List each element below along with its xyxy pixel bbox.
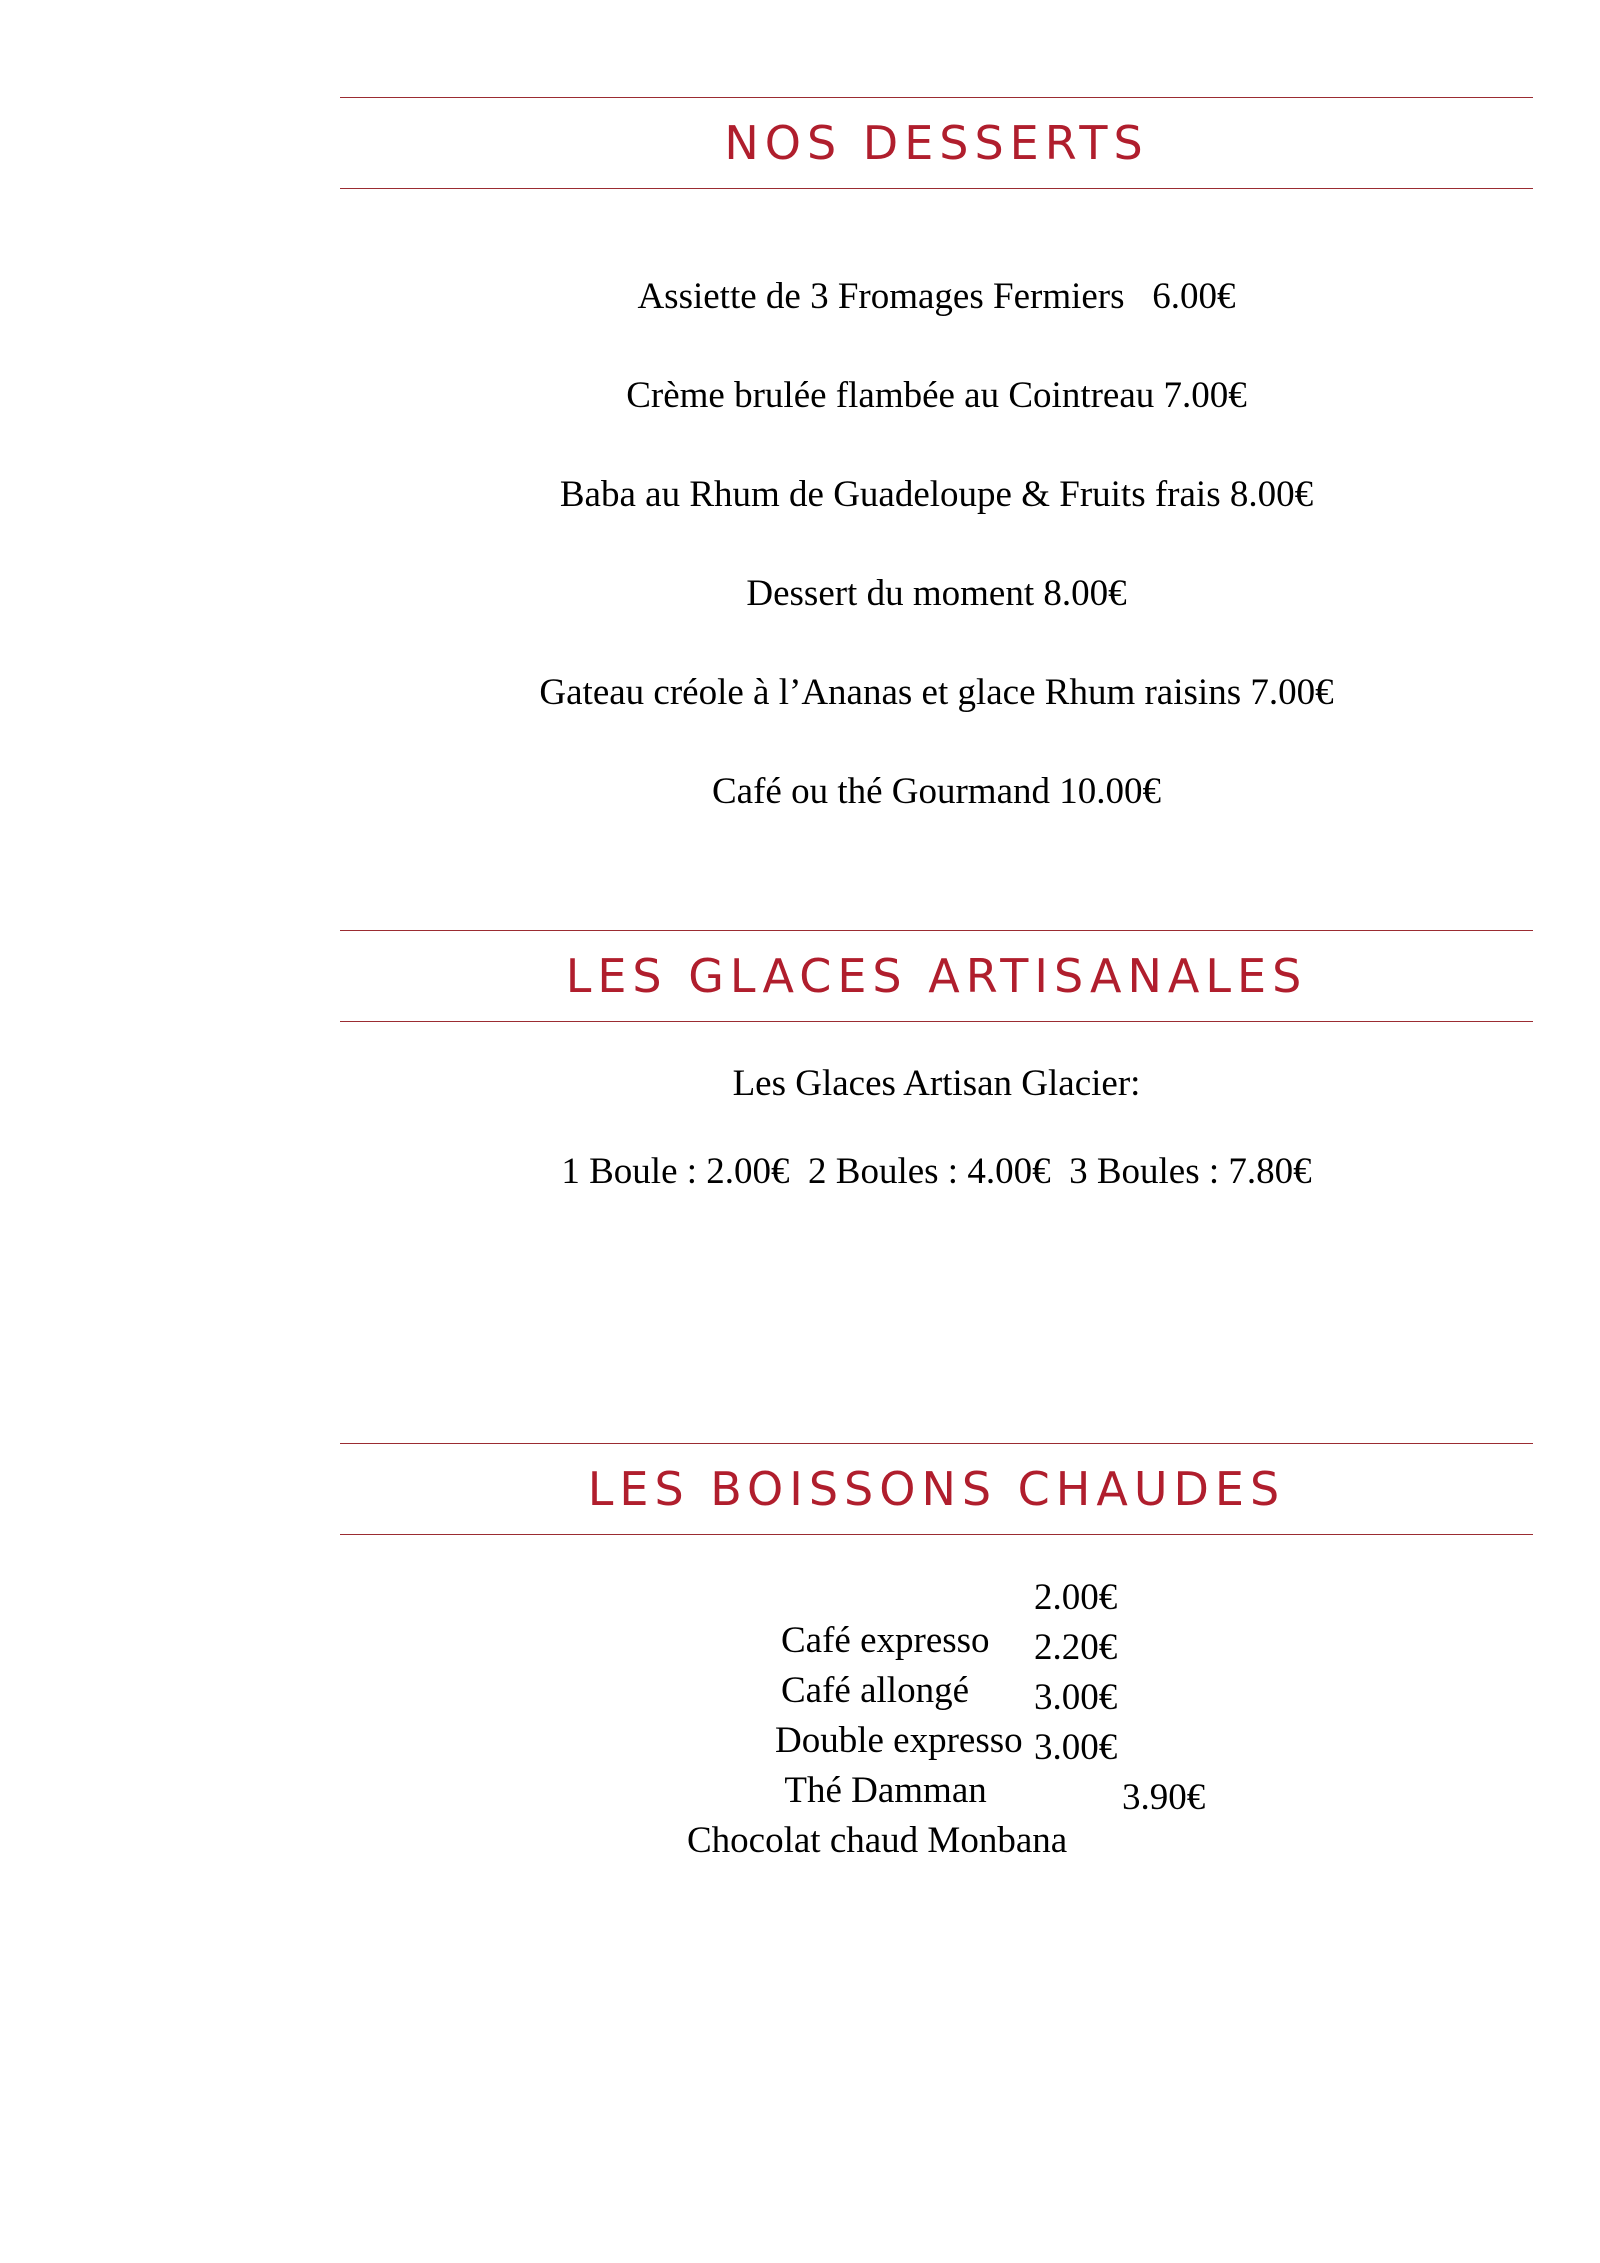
drink-item [650, 1776, 1206, 1948]
section-glaces [340, 930, 1533, 1192]
drink-price: 2.20€ [1034, 1627, 1118, 1668]
section-title-glaces: LES GLACES ARTISANALES [565, 949, 1308, 1003]
bottom-divider [340, 1534, 1533, 1535]
drink-price: 3.00€ [1034, 1677, 1118, 1718]
bottom-divider [340, 1021, 1533, 1022]
drink-name: Café allongé [781, 1670, 969, 1711]
dessert-item: Gateau créole à l’Ananas et glace Rhum raisins 7.00€ [539, 672, 1334, 713]
dessert-item: Crème brulée flambée au Cointreau 7.00€ [626, 375, 1247, 416]
glaces-prices: 1 Boule : 2.00€ 2 Boules : 4.00€ 3 Boules : 7.80€ [561, 1151, 1312, 1192]
dessert-item: Café ou thé Gourmand 10.00€ [711, 771, 1162, 812]
drink-price: 3.00€ [1034, 1727, 1118, 1768]
drink-name: Double expresso [775, 1720, 1023, 1761]
drink-name: Thé Damman [784, 1770, 987, 1811]
dessert-item: Dessert du moment 8.00€ [746, 573, 1127, 614]
dessert-item: Baba au Rhum de Guadeloupe & Fruits frais 8.00€ [559, 474, 1314, 515]
drink-name: Chocolat chaud Monbana [687, 1820, 1068, 1861]
section-boissons [340, 1443, 1533, 1535]
glaces-intro: Les Glaces Artisan Glacier: [732, 1063, 1141, 1104]
drink-price: 2.00€ [1034, 1577, 1118, 1618]
section-title-boissons: LES BOISSONS CHAUDES [587, 1462, 1286, 1516]
section-title-desserts: NOS DESSERTS [724, 116, 1149, 170]
section-desserts [340, 97, 1533, 812]
bottom-divider [340, 188, 1533, 189]
drink-price: 3.90€ [1122, 1777, 1206, 1818]
dessert-item: Assiette de 3 Fromages Fermiers 6.00€ [637, 276, 1236, 317]
drink-name: Café expresso [781, 1620, 990, 1661]
